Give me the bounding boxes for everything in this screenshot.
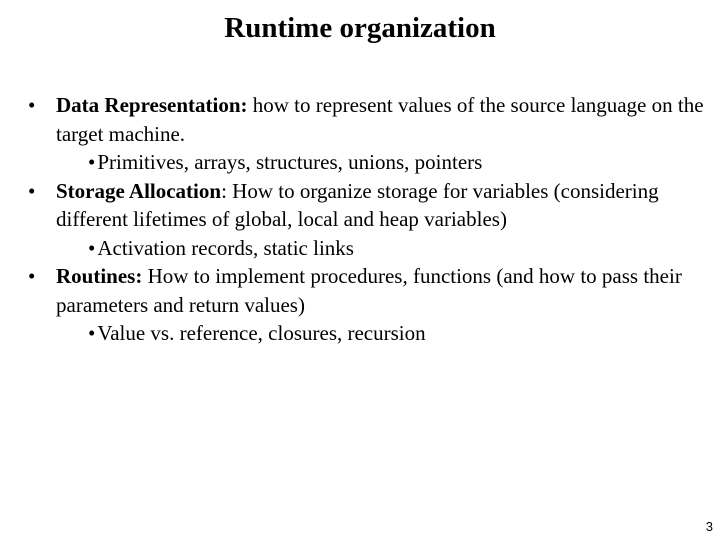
bullet-item-data-representation: [28, 91, 708, 177]
bullet-term: Storage Allocation: [56, 178, 222, 203]
sub-bullet: [56, 234, 708, 263]
bullet-text: how to represent values of the source language on the target machine.: [56, 93, 704, 146]
sub-bullet-text: Activation records, static links: [97, 235, 354, 260]
bullet-term: Routines:: [56, 264, 143, 288]
bullet-marker: •: [28, 264, 36, 288]
sub-bullet-text: Value vs. reference, closures, recursion: [97, 321, 426, 345]
bullet-text: How to implement procedures, functions (and how to pass their parameters and return values): [56, 264, 682, 317]
bullet-text: : How to organize storage for variables (considering different lifetimes of global, local and heap variables): [56, 178, 659, 231]
bullet-marker: •: [28, 178, 36, 203]
sub-bullet: [56, 319, 708, 348]
page-number: 3: [705, 519, 713, 534]
sub-bullet-marker: •: [88, 150, 96, 174]
bullet-marker: •: [28, 93, 36, 117]
slide-title: Runtime organization: [224, 12, 496, 44]
bullet-term: Data Representation:: [56, 93, 248, 117]
sub-bullet-text: Primitives, arrays, structures, unions, pointers: [97, 150, 483, 174]
bullet-item-storage-allocation: [28, 177, 708, 263]
sub-bullet-marker: •: [88, 321, 96, 345]
bullet-list: [28, 91, 708, 348]
sub-bullet-marker: •: [88, 235, 96, 260]
bullet-item-routines: [28, 262, 708, 348]
sub-bullet: [56, 148, 708, 177]
